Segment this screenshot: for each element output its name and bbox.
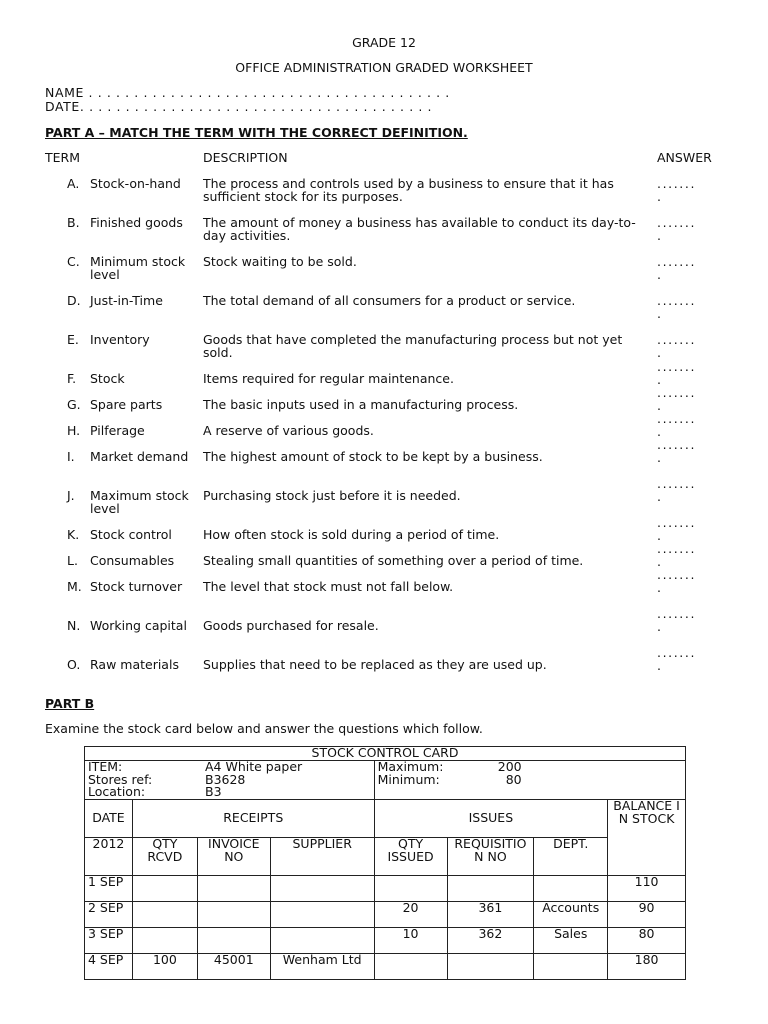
- row-letter: A.: [67, 176, 80, 191]
- row-answer-blank[interactable]: ....... .: [657, 476, 697, 505]
- row-answer-blank[interactable]: ....... .: [657, 254, 697, 283]
- row-description: Goods that have completed the manufacturing process but not yet sold.: [203, 332, 623, 361]
- row-term: Stock-on-hand: [90, 176, 181, 191]
- row-answer-blank[interactable]: ....... .: [657, 293, 697, 322]
- row-letter: N.: [67, 618, 81, 633]
- row-letter: D.: [67, 293, 81, 308]
- cell-qty-issued: 10: [374, 928, 447, 954]
- row-term: Inventory: [90, 332, 150, 347]
- grade-heading: GRADE 12: [352, 35, 416, 50]
- row-letter: E.: [67, 332, 79, 347]
- part-b-instruction: Examine the stock card below and answer the questions which follow.: [45, 721, 483, 736]
- minimum-value: 80: [505, 771, 522, 787]
- col-description-header: DESCRIPTION: [203, 150, 288, 165]
- row-description: The total demand of all consumers for a product or service.: [203, 293, 576, 308]
- row-description: The process and controls used by a business to ensure that it has sufficient stock for its purposes.: [203, 176, 614, 205]
- date-line: DATE. . . . . . . . . . . . . . . . . . . . . . . . . . . . . . . . . . . . . . .: [45, 99, 433, 114]
- row-answer-blank[interactable]: ....... .: [657, 515, 697, 544]
- table-row: [85, 928, 686, 954]
- header-receipts: RECEIPTS: [132, 800, 374, 838]
- cell-supplier: [270, 928, 374, 954]
- cell-dept: [534, 954, 608, 980]
- row-term: Working capital: [90, 618, 187, 633]
- row-term: Stock: [90, 371, 125, 386]
- row-description: Items required for regular maintenance.: [203, 371, 454, 386]
- header-supplier: SUPPLIER: [270, 838, 374, 876]
- row-description: A reserve of various goods.: [203, 423, 374, 438]
- row-description: The amount of money a business has available to conduct its day-to-day activities.: [203, 215, 636, 244]
- row-term: Stock control: [90, 527, 172, 542]
- header-issues: ISSUES: [374, 800, 608, 838]
- cell-dept: Accounts: [534, 902, 608, 928]
- cell-requisition: 362: [447, 928, 534, 954]
- cell-invoice: [197, 876, 270, 902]
- cell-balance: 90: [608, 902, 686, 928]
- stock-control-card: [84, 746, 686, 980]
- row-letter: F.: [67, 371, 77, 386]
- table-row: [85, 954, 686, 980]
- row-answer-blank[interactable]: ....... .: [657, 332, 697, 361]
- cell-qty-rcvd: [132, 928, 197, 954]
- row-term: Just-in-Time: [90, 293, 163, 308]
- row-term: Maximum stock level: [90, 488, 189, 517]
- header-year: 2012: [85, 838, 133, 876]
- row-term: Raw materials: [90, 657, 179, 672]
- row-letter: L.: [67, 553, 78, 568]
- cell-balance: 110: [608, 876, 686, 902]
- cell-date: 2 SEP: [85, 902, 133, 928]
- header-qty-issued: QTY ISSUED: [374, 838, 447, 876]
- row-letter: C.: [67, 254, 80, 269]
- row-letter: H.: [67, 423, 81, 438]
- row-term: Spare parts: [90, 397, 163, 412]
- cell-qty-rcvd: [132, 876, 197, 902]
- row-answer-blank[interactable]: ....... .: [657, 411, 697, 440]
- row-answer-blank[interactable]: ....... .: [657, 215, 697, 244]
- cell-balance: 180: [608, 954, 686, 980]
- row-answer-blank[interactable]: ....... .: [657, 385, 697, 414]
- location-label: Location:: [88, 784, 146, 800]
- cell-supplier: [270, 876, 374, 902]
- row-letter: I.: [67, 449, 75, 464]
- row-description: How often stock is sold during a period of time.: [203, 527, 500, 542]
- row-term: Stock turnover: [90, 579, 183, 594]
- header-balance: BALANCE IN STOCK: [608, 800, 686, 876]
- card-limits-info: [374, 760, 685, 800]
- cell-qty-rcvd: [132, 902, 197, 928]
- row-letter: M.: [67, 579, 82, 594]
- col-term-header: TERM: [45, 150, 81, 165]
- item-label: ITEM:: [88, 758, 123, 774]
- row-term: Finished goods: [90, 215, 183, 230]
- row-answer-blank[interactable]: ....... .: [657, 567, 697, 596]
- cell-requisition: [447, 876, 534, 902]
- cell-supplier: Wenham Ltd: [270, 954, 374, 980]
- row-letter: B.: [67, 215, 80, 230]
- maximum-value: 200: [497, 758, 522, 774]
- cell-requisition: [447, 954, 534, 980]
- part-a-heading: PART A – MATCH THE TERM WITH THE CORRECT DEFINITION.: [45, 125, 468, 140]
- location-value: B3: [205, 784, 222, 800]
- row-description: Stealing small quantities of something over a period of time.: [203, 553, 584, 568]
- row-letter: K.: [67, 527, 80, 542]
- header-invoice-no: INVOICE NO: [197, 838, 270, 876]
- row-description: The basic inputs used in a manufacturing process.: [203, 397, 519, 412]
- cell-date: 4 SEP: [85, 954, 133, 980]
- row-term: Minimum stock level: [90, 254, 186, 283]
- minimum-label: Minimum:: [377, 771, 440, 787]
- cell-invoice: [197, 902, 270, 928]
- row-answer-blank[interactable]: ....... .: [657, 541, 697, 570]
- row-description: Supplies that need to be replaced as they are used up.: [203, 657, 547, 672]
- cell-date: 3 SEP: [85, 928, 133, 954]
- row-letter: J.: [67, 488, 75, 503]
- header-qty-rcvd: QTY RCVD: [132, 838, 197, 876]
- row-term: Consumables: [90, 553, 175, 568]
- row-term: Pilferage: [90, 423, 145, 438]
- item-value: A4 White paper: [205, 758, 303, 774]
- cell-qty-issued: [374, 954, 447, 980]
- stores-ref-value: B3628: [205, 771, 246, 787]
- row-description: The highest amount of stock to be kept by a business.: [203, 449, 543, 464]
- cell-qty-rcvd: 100: [132, 954, 197, 980]
- row-letter: O.: [67, 657, 81, 672]
- cell-invoice: 45001: [197, 954, 270, 980]
- row-description: Purchasing stock just before it is needed.: [203, 488, 461, 503]
- cell-dept: [534, 876, 608, 902]
- worksheet-title: OFFICE ADMINISTRATION GRADED WORKSHEET: [235, 60, 533, 75]
- row-answer-blank[interactable]: ....... .: [657, 359, 697, 388]
- stores-ref-label: Stores ref:: [88, 771, 153, 787]
- card-title: STOCK CONTROL CARD: [85, 747, 686, 761]
- row-letter: G.: [67, 397, 81, 412]
- row-description: The level that stock must not fall below.: [203, 579, 454, 594]
- row-answer-blank[interactable]: ....... .: [657, 606, 697, 635]
- header-date: DATE: [85, 800, 133, 838]
- cell-qty-issued: [374, 876, 447, 902]
- row-description: Goods purchased for resale.: [203, 618, 379, 633]
- row-answer-blank[interactable]: ....... .: [657, 437, 697, 466]
- header-dept: DEPT.: [534, 838, 608, 876]
- cell-requisition: 361: [447, 902, 534, 928]
- cell-invoice: [197, 928, 270, 954]
- cell-balance: 80: [608, 928, 686, 954]
- row-answer-blank[interactable]: ....... .: [657, 176, 697, 205]
- cell-qty-issued: 20: [374, 902, 447, 928]
- cell-dept: Sales: [534, 928, 608, 954]
- table-row: [85, 876, 686, 902]
- row-term: Market demand: [90, 449, 189, 464]
- cell-supplier: [270, 902, 374, 928]
- card-item-info: [85, 760, 375, 800]
- header-requisition-no: REQUISITION NO: [447, 838, 534, 876]
- cell-date: 1 SEP: [85, 876, 133, 902]
- part-b-heading: PART B: [45, 696, 95, 711]
- col-answer-header: ANSWER: [657, 150, 712, 165]
- row-description: Stock waiting to be sold.: [203, 254, 357, 269]
- row-answer-blank[interactable]: ....... .: [657, 645, 697, 674]
- table-row: [85, 902, 686, 928]
- name-line: NAME . . . . . . . . . . . . . . . . . . . . . . . . . . . . . . . . . . . . . . . .: [45, 85, 450, 100]
- maximum-label: Maximum:: [377, 758, 444, 774]
